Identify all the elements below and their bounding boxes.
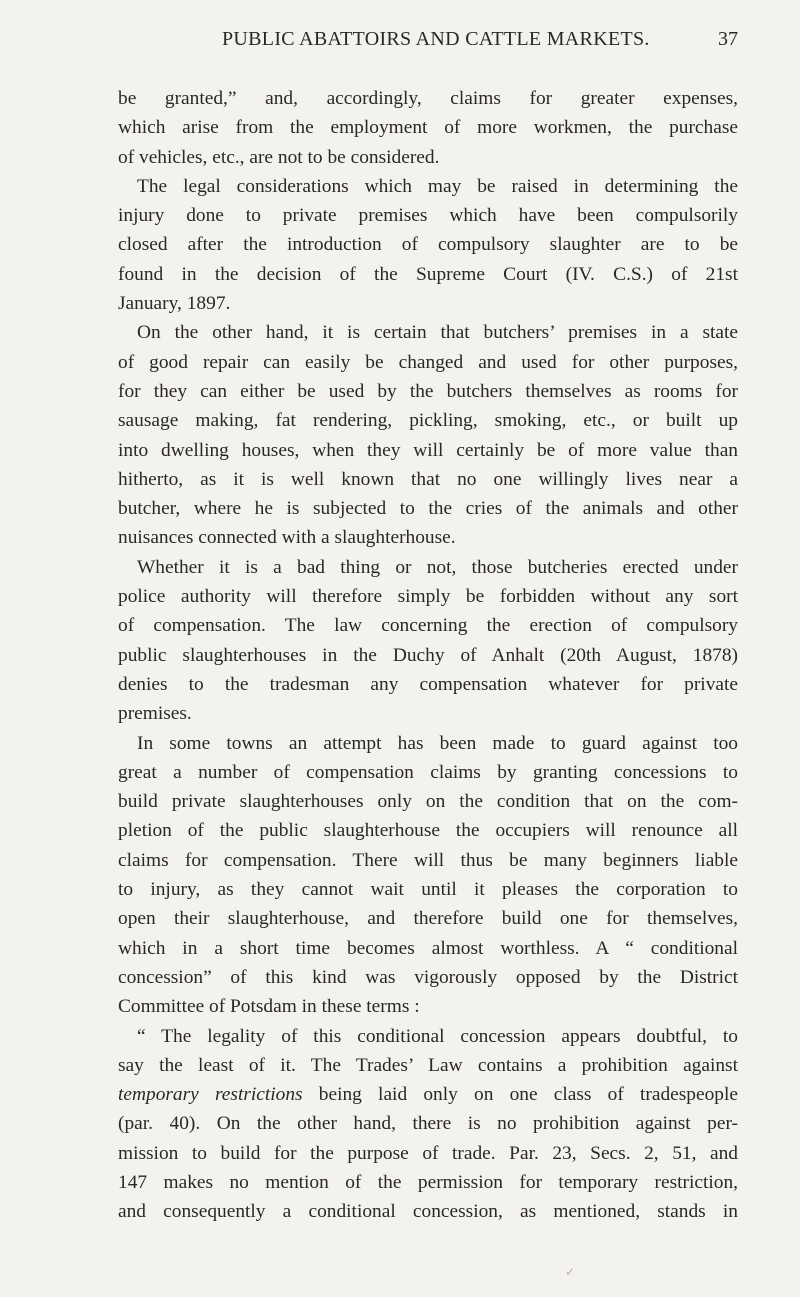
text-line: injury done to private premises which have been compulsorily — [118, 205, 738, 227]
text-line: build private slaughterhouses only on the condition that on the com- — [118, 791, 738, 813]
text-line: “ The legality of this conditional concession appears doubtful, to — [137, 1025, 738, 1047]
text-fragment: being laid only on one class of tradespeople — [302, 1084, 738, 1106]
body-text — [118, 84, 738, 1227]
text-line: concession” of this kind was vigorously opposed by the District — [118, 966, 738, 988]
text-line: of compensation. The law concerning the erection of compulsory — [118, 615, 738, 637]
text-line: into dwelling houses, when they will certainly be of more value than — [118, 439, 738, 461]
text-line: closed after the introduction of compulsory slaughter are to be — [118, 234, 738, 256]
text-line: of vehicles, etc., are not to be considered. — [118, 146, 440, 168]
text-line: On the other hand, it is certain that butchers’ premises in a state — [137, 322, 738, 344]
text-line: open their slaughterhouse, and therefore build one for themselves, — [118, 908, 738, 930]
text-line: say the least of it. The Trades’ Law contains a prohibition against — [118, 1054, 738, 1076]
text-line: pletion of the public slaughterhouse the occupiers will renounce all — [118, 820, 738, 842]
text-line: claims for compensation. There will thus be many beginners liable — [118, 849, 738, 871]
italic-phrase: temporary restrictions — [118, 1084, 303, 1106]
text-line: Committee of Potsdam in these terms : — [118, 996, 420, 1018]
text-line: (par. 40). On the other hand, there is no prohibition against per- — [118, 1113, 738, 1135]
text-line: great a number of compensation claims by granting concessions to — [118, 761, 738, 783]
text-line: be granted,” and, accordingly, claims for greater expenses, — [118, 88, 738, 109]
text-line: found in the decision of the Supreme Court (IV. C.S.) of 21st — [118, 263, 738, 285]
text-line: which arise from the employment of more workmen, the purchase — [118, 117, 738, 139]
text-line: premises. — [118, 703, 192, 725]
text-line: and consequently a conditional concession, as mentioned, stands in — [118, 1201, 738, 1223]
text-line: In some towns an attempt has been made to guard against too — [137, 732, 738, 754]
text-line: Whether it is a bad thing or not, those butcheries erected under — [137, 556, 738, 578]
text-line: sausage making, fat rendering, pickling, smoking, etc., or built up — [118, 410, 738, 432]
text-line: for they can either be used by the butchers themselves as rooms for — [118, 380, 738, 402]
text-line: public slaughterhouses in the Duchy of Anhalt (20th August, 1878) — [118, 644, 738, 666]
ink-speck: ✓ — [565, 1265, 576, 1279]
text-line: which in a short time becomes almost worthless. A “ conditional — [118, 937, 738, 959]
text-line: 147 makes no mention of the permission for temporary restriction, — [118, 1171, 738, 1193]
text-line: butcher, where he is subjected to the cries of the animals and other — [118, 498, 738, 520]
text-line: police authority will therefore simply be forbidden without any sort — [118, 586, 738, 608]
text-line: The legal considerations which may be raised in determining the — [137, 175, 738, 197]
text-line: of good repair can easily be changed and used for other purposes, — [118, 351, 738, 373]
text-line: denies to the tradesman any compensation whatever for private — [118, 673, 738, 695]
text-line: January, 1897. — [118, 293, 231, 315]
text-line: to injury, as they cannot wait until it pleases the corporation to — [118, 879, 738, 901]
text-line: hitherto, as it is well known that no one willingly lives near a — [118, 468, 738, 490]
text-line: nuisances connected with a slaughterhouse. — [118, 527, 456, 549]
page-header — [0, 28, 800, 58]
text-line: mission to build for the purpose of trade. Par. 23, Secs. 2, 51, and — [118, 1142, 738, 1164]
running-title: PUBLIC ABATTOIRS AND CATTLE MARKETS. — [222, 28, 650, 50]
text-line — [118, 1080, 738, 1109]
page-number: 37 — [718, 28, 738, 50]
